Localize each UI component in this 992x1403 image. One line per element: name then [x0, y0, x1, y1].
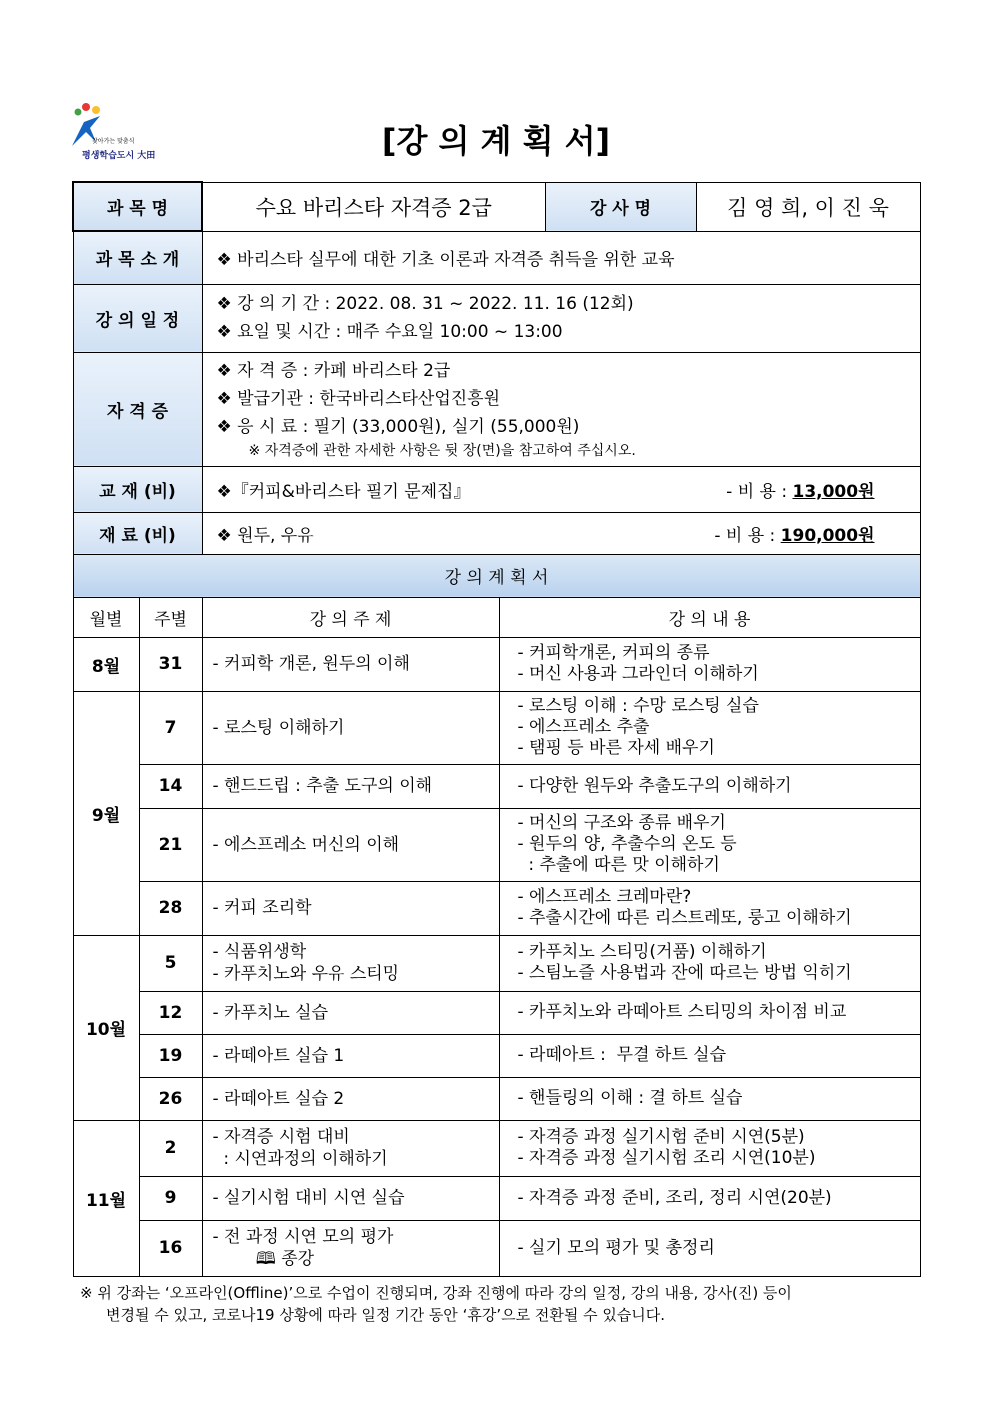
- material-cost: 190,000원: [780, 525, 875, 546]
- cert-value: [202, 352, 920, 466]
- material-value: [202, 512, 920, 554]
- table-row: [73, 1077, 920, 1120]
- topic-line: - 카푸치노와 우유 스티밍: [212, 964, 400, 984]
- content-line: - 자격증 과정 실기시험 준비 시연(5분): [517, 1127, 805, 1147]
- content-cell: [499, 935, 920, 991]
- content-cell: [499, 764, 920, 808]
- topic-line: - 카푸치노 실습: [212, 1002, 328, 1023]
- footnote-line-1: ※ 위 강좌는 ‘오프라인(Offline)’으로 수업이 진행되며, 강좌 진행에 따라 강의 일정, 강의 내용, 강사(진) 등이: [80, 1284, 792, 1302]
- logo-name: 평생학습도시 大田: [82, 151, 156, 161]
- table-row: [73, 881, 920, 935]
- table-row: [73, 1220, 920, 1276]
- content-cell: [499, 1176, 920, 1220]
- cert-issuer: ❖ 발급기관 : 한국바리스타산업진흥원: [216, 389, 501, 409]
- content-line: - 자격증 과정 준비, 조리, 정리 시연(20분): [517, 1187, 832, 1208]
- content-line: - 머신 사용과 그라인더 이해하기: [517, 664, 759, 684]
- topic-line: - 로스팅 이해하기: [212, 717, 345, 738]
- table-row: [73, 691, 920, 764]
- topic-line: - 전 과정 시연 모의 평가: [212, 1227, 394, 1247]
- content-cell: [499, 991, 920, 1034]
- table-row: [73, 808, 920, 881]
- week-cell: 14: [139, 764, 202, 808]
- week-cell: 2: [139, 1120, 202, 1176]
- topic-line: - 커피 조리학: [212, 898, 312, 918]
- cert-fee: ❖ 응 시 료 : 필기 (33,000원), 실기 (55,000원): [216, 417, 580, 437]
- week-cell: 19: [139, 1034, 202, 1077]
- material-name: ❖ 원두, 우유: [216, 525, 314, 546]
- topic-line: - 에스프레소 머신의 이해: [212, 834, 400, 855]
- material-cost-label: - 비 용 :: [714, 525, 781, 546]
- plan-table: [72, 181, 921, 1277]
- week-cell: 5: [139, 935, 202, 991]
- topic-line: - 핸드드립 : 추출 도구의 이해: [212, 776, 433, 796]
- topic-cell: [202, 935, 499, 991]
- content-cell: [499, 637, 920, 691]
- content-line: - 원두의 양, 추출수의 온도 등: [517, 834, 737, 854]
- textbook-name: ❖『커피&바리스타 필기 문제집』: [216, 481, 471, 502]
- footnote: [80, 1282, 920, 1326]
- textbook-cost-label: - 비 용 :: [726, 481, 793, 502]
- intro-value: ❖ 바리스타 실무에 대한 기초 이론과 자격증 취득을 위한 교육: [202, 231, 920, 284]
- plan-band-title: 강 의 계 획 서: [73, 554, 920, 597]
- month-cell: 8월: [73, 637, 139, 691]
- week-cell: 28: [139, 881, 202, 935]
- content-line: - 추출시간에 따른 리스트레또, 룽고 이해하기: [517, 908, 852, 928]
- table-row: [73, 637, 920, 691]
- content-line: - 로스팅 이해 : 수망 로스팅 실습: [517, 696, 759, 716]
- topic-line: : 시연과정의 이해하기: [212, 1149, 388, 1169]
- content-line: - 카푸치노 스티밍(거품) 이해하기: [517, 942, 767, 962]
- week-cell: 12: [139, 991, 202, 1034]
- textbook-value: [202, 466, 920, 512]
- content-line: - 카푸치노와 라떼아트 스티밍의 차이점 비교: [517, 1002, 847, 1022]
- content-line: - 탬핑 등 바른 자세 배우기: [517, 738, 715, 758]
- content-cell: [499, 1220, 920, 1276]
- content-line: - 실기 모의 평가 및 총정리: [517, 1237, 715, 1258]
- col-month: 월별: [73, 597, 139, 637]
- instructor-label: 강 사 명: [545, 182, 696, 231]
- topic-cell: [202, 808, 499, 881]
- topic-cell: [202, 764, 499, 808]
- week-cell: 21: [139, 808, 202, 881]
- table-row: [73, 1034, 920, 1077]
- textbook-label: 교 재 (비): [73, 466, 202, 512]
- footnote-line-2: 변경될 수 있고, 코로나19 상황에 따라 일정 기간 동안 ‘휴강’으로 전환될 수 있습니다.: [106, 1306, 666, 1324]
- content-cell: [499, 1120, 920, 1176]
- subject-value: 수요 바리스타 자격증 2급: [202, 182, 545, 231]
- content-cell: [499, 1077, 920, 1120]
- content-line: - 자격증 과정 실기시험 조리 시연(10분): [517, 1148, 816, 1168]
- intro-label: 과 목 소 개: [73, 231, 202, 284]
- content-cell: [499, 1034, 920, 1077]
- schedule-time: ❖ 요일 및 시간 : 매주 수요일 10:00 ~ 13:00: [216, 322, 563, 342]
- topic-cell: [202, 1176, 499, 1220]
- topic-cell: [202, 1034, 499, 1077]
- week-cell: 7: [139, 691, 202, 764]
- topic-line: - 자격증 시험 대비: [212, 1127, 350, 1147]
- subject-label: 과 목 명: [73, 182, 202, 231]
- week-cell: 16: [139, 1220, 202, 1276]
- content-line: - 에스프레소 크레마란?: [517, 887, 692, 907]
- table-row: [73, 1176, 920, 1220]
- topic-cell: [202, 881, 499, 935]
- content-line: : 추출에 따른 맛 이해하기: [517, 855, 720, 875]
- topic-line: 🕮 종강: [212, 1249, 315, 1269]
- topic-line: - 라떼아트 실습 1: [212, 1045, 345, 1066]
- content-line: - 커피학개론, 커피의 종류: [517, 643, 710, 663]
- cert-label: 자 격 증: [73, 352, 202, 466]
- col-week: 주별: [139, 597, 202, 637]
- topic-cell: [202, 1077, 499, 1120]
- content-cell: [499, 691, 920, 764]
- topic-cell: [202, 1220, 499, 1276]
- topic-line: - 커피학 개론, 원두의 이해: [212, 654, 410, 674]
- table-row: [73, 935, 920, 991]
- instructor-value: 김 영 희, 이 진 욱: [696, 182, 920, 231]
- month-cell: 11월: [73, 1120, 139, 1276]
- table-row: [73, 764, 920, 808]
- content-cell: [499, 881, 920, 935]
- month-cell: 10월: [73, 935, 139, 1120]
- week-cell: 26: [139, 1077, 202, 1120]
- topic-cell: [202, 637, 499, 691]
- material-label: 재 료 (비): [73, 512, 202, 554]
- page-title: [강 의 계 획 서]: [381, 122, 611, 160]
- col-topic: 강 의 주 제: [202, 597, 499, 637]
- content-line: - 머신의 구조와 종류 배우기: [517, 813, 726, 833]
- logo-tagline: 찾아가는 맞춤식: [92, 138, 135, 145]
- topic-line: - 라떼아트 실습 2: [212, 1088, 345, 1109]
- table-row: [73, 1120, 920, 1176]
- schedule-value: [202, 284, 920, 352]
- cert-name: ❖ 자 격 증 : 카페 바리스타 2급: [216, 361, 451, 381]
- month-cell: 9월: [73, 691, 139, 935]
- schedule-label: 강 의 일 정: [73, 284, 202, 352]
- week-cell: 9: [139, 1176, 202, 1220]
- content-line: - 핸들링의 이해 : 결 하트 실습: [517, 1088, 743, 1108]
- content-cell: [499, 808, 920, 881]
- topic-cell: [202, 1120, 499, 1176]
- textbook-cost: 13,000원: [792, 481, 875, 502]
- col-content: 강 의 내 용: [499, 597, 920, 637]
- content-line: - 다양한 원두와 추출도구의 이해하기: [517, 775, 792, 796]
- plan-body: [73, 637, 920, 1276]
- content-line: - 스팀노즐 사용법과 잔에 따르는 방법 익히기: [517, 963, 852, 983]
- table-row: [73, 991, 920, 1034]
- topic-cell: [202, 691, 499, 764]
- content-line: - 라떼아트 : 무결 하트 실습: [517, 1045, 727, 1065]
- topic-cell: [202, 991, 499, 1034]
- content-line: - 에스프레소 추출: [517, 717, 650, 737]
- topic-line: - 식품위생학: [212, 942, 307, 962]
- topic-line: - 실기시험 대비 시연 실습: [212, 1188, 405, 1208]
- cert-note: ※ 자격증에 관한 자세한 사항은 뒷 장(면)을 참고하여 주십시오.: [248, 443, 636, 459]
- week-cell: 31: [139, 637, 202, 691]
- schedule-period: ❖ 강 의 기 간 : 2022. 08. 31 ~ 2022. 11. 16 (12회): [216, 294, 634, 314]
